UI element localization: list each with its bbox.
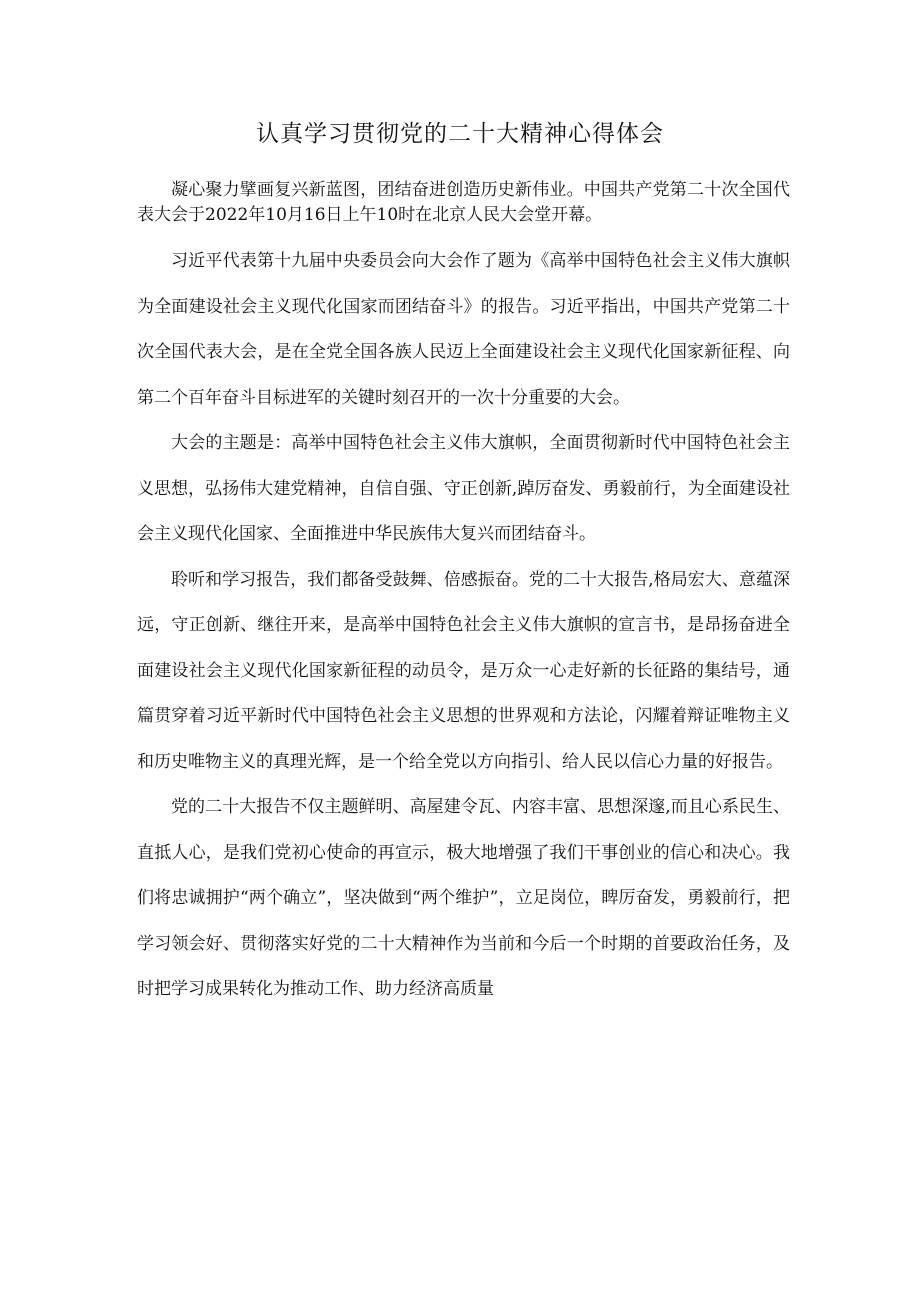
paragraph-4: 聆听和学习报告，我们都备受鼓舞、倍感振奋。党的二十大报告,格局宏大、意蕴深远，守正创新、继往开来，是高举中国特色社会主义伟大旗帜的宣言书，是昂扬奋进全面建设社会主义现代化国家新征程的动员令，是万众一心走好新的长征路的集结号，通篇贯穿着习近平新时代中国特色社会主义思想的世界观和方法论，闪耀着辩证唯物主义和历史唯物主义的真理光辉，是一个给全党以方向指引、给人民以信心力量的好报告。 <box>137 569 790 772</box>
body-block <box>137 239 790 1013</box>
document-title: 认真学习贯彻党的二十大精神心得体会 <box>256 121 664 147</box>
paragraph-5: 党的二十大报告不仅主题鲜明、高屋建令瓦、内容丰富、思想深邃,而且心系民生、直抵人心，是我们党初心使命的再宣示，极大地增强了我们干事创业的信心和决心。我们将忠诚拥护“两个确立”，坚决做到“两个维护”，立足岗位，睥厉奋发，勇毅前行，把学习领会好、贯彻落实好党的二十大精神作为当前和今后一个时期的首要政治任务，及时把学习成果转化为推动工作、助力经济高质量 <box>137 797 790 999</box>
paragraph-2: 习近平代表第十九届中央委员会向大会作了题为《高举中国特色社会主义伟大旗帜为全面建设社会主义现代化国家而团结奋斗》的报告。习近平指出，中国共产党第二十次全国代表大会，是在全党全国各族人民迈上全面建设社会主义现代化国家新征程、向第二个百年奋斗目标进军的关键时刻召开的一次十分重要的大会。 <box>137 251 790 408</box>
paragraph-3: 大会的主题是：高举中国特色社会主义伟大旗帜，全面贯彻新时代中国特色社会主义思想，弘扬伟大建党精神，自信自强、守正创新,踔厉奋发、勇毅前行，为全面建设社会主义现代化国家、全面推进中华民族伟大复兴而团结奋斗。 <box>137 433 790 544</box>
intro-block <box>137 178 790 228</box>
paragraph-1: 凝心聚力擘画复兴新蓝图，团结奋进创造历史新伟业。中国共产党第二十次全国代表大会于2022年10月16日上午10时在北京人民大会堂开幕。 <box>137 180 790 225</box>
